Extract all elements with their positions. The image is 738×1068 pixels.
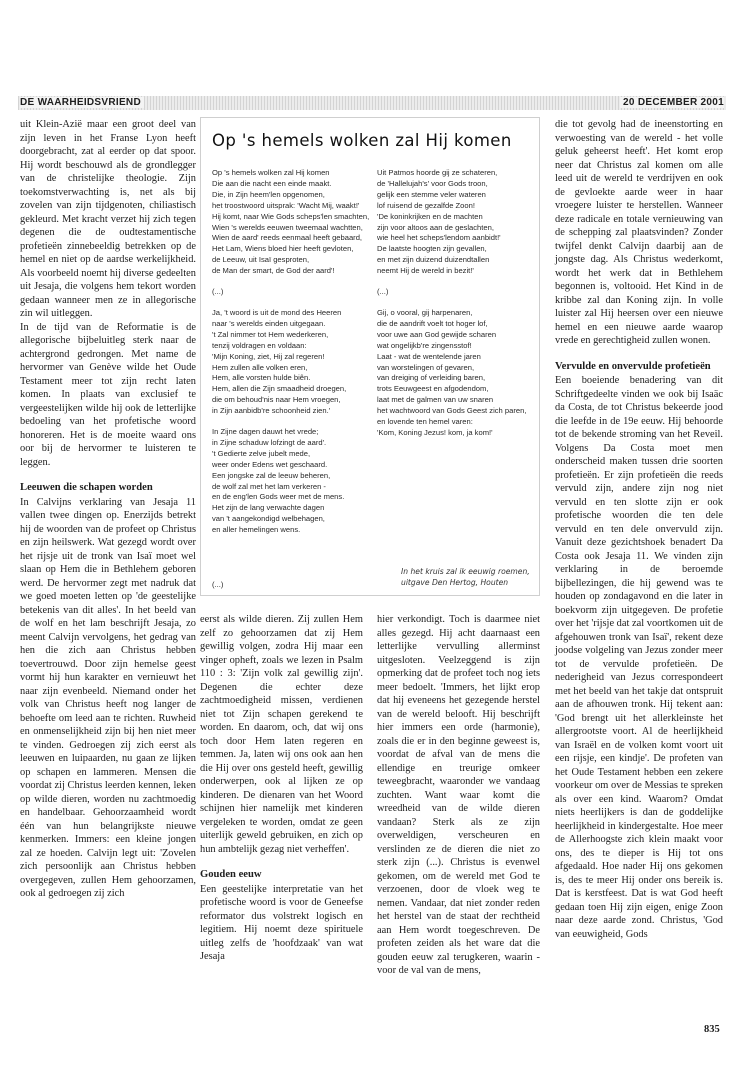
poem-line: Die, in Zijn heem'len opgenomen, [212,189,325,199]
poem-line: Gij, o vooral, gij harpenaren, [377,307,473,317]
paragraph: hier verkondigt. Toch is daarmee niet alles gezegd. Hij acht daarnaast een letterlijke vervulling allerminst uitgesloten. Veelzeggend is zijn opmerking dat de profeet toch nog iets meer bedoelt. 'Immers, het lijkt erop dat hij eveneens het gezegende herstel van de wereld belooft. Hij beschrijft hier immers een orde (harmonie), zoals die er in den beginne geweest is, voordat de afval van de mens die ellendige en treurige omkeer teweegbracht, waaronder we vandaag zuchten. Want waar komt die wreedheid van de wilde dieren vandaan? Sterk als ze zijn overweldigen, verscheuren en verslinden ze de dieren die niet zo sterk zijn (...). Christus is evenwel gekomen, om de wereld met God te verzoenen, door de vloek weg te nemen. Vandaar, dat niet zonder reden het herstel van de staat der rechtheid aan Hem wordt toegeschreven. De profeten zeiden als het ware dat die gouden eeuw zal terugkeren, waarin - voor de val van de mens, [377,614,540,976]
poem-line: neemt Hij de wereld in bezit!' [377,266,474,276]
section-heading: Vervulde en onvervulde profetieën [555,360,711,372]
stanza-gap [212,417,377,427]
poem-credit [401,566,530,588]
poem-line: zijn voor altoos aan de geslachten, [377,222,494,232]
poem-line: tenzij voldragen en voldaan: [212,340,307,350]
poem-line: wat ongelijkb're zingensstof! [377,340,472,350]
poem-line: in Zijne schaduw lofzingt de aard'. [212,437,327,447]
poem-line: van 't aangekondigd welbehagen, [212,514,325,524]
poem-line: die de aandrift voelt tot hoger lof, [377,318,488,328]
poem-line: Hij komt, naar Wie Gods scheps'len smachten, [212,211,370,221]
poem-line: gelijk een stemme veler wateren [377,189,486,199]
poem-line: Wien 's werelds eeuwen tweemaal wachtten, [212,222,363,232]
poem-line: De laatste hoogten zijn gevallen, [377,244,487,254]
poem-line: 't Gedierte zelve jubelt mede, [212,448,311,458]
poem-line: 't Zal nimmer tot Hem wederkeren, [212,329,329,339]
poem-line: en lovende ten hemel varen: [377,417,473,427]
section-heading: Leeuwen die schapen worden [20,482,153,493]
poem-line: Die aan die nacht een einde maakt. [212,178,332,188]
paragraph: die tot gevolg had de ineenstorting en verwoesting van de wereld - het volle geluk geheerst heeft'. Het komt erop neer dat Christus zal komen om alle leed uit de wereld te verdrijven en ook de gevloekte aarde weer in haar vroegere luister te herstellen. Wanneer deze radicale en totale vernieuwing van de schepping zal plaatsvinden? Zonder twijfel denkt Calvijn daarbij aan de jongste dag. Als Christus wederkomt, wordt het werk dat in Bethlehem begonnen is, voltooid. Het Kind in de kribbe zal dan Koning zijn. In volle luister zal Hij heersen over een nieuwe hemel en een nieuwe aarde waarop vrede en gerechtigheid zullen wonen. [555,119,723,346]
poem-line: Op 's hemels wolken zal Hij komen [212,168,330,177]
stanza-gap [212,277,377,287]
poem-line: 'Kom, Koning Jezus! kom, ja kom!' [377,427,493,437]
poem-line: en aller hemelingen wens. [212,525,301,535]
poem-line: Hem, allen die Zijn smaadheid droegen, [212,384,347,394]
poem-line: het troostwoord uitsprak: 'Wacht Mij, waakt!' [212,200,360,210]
poem-line: het wachtwoord van Gods Geest zich paren, [377,406,527,416]
poem-line: Een jongske zal de leeuw beheren, [212,470,331,480]
paragraph: Een boeiende benadering van dit Schriftgedeelte vinden we ook bij Isaäc da Costa, de tot Christus bekeerde jood die leefde in de 19e eeuw. Hij behoorde tot de bekende stroming van het Reveil. Volgens Da Costa moet men onderscheid maken tussen drie soorten profetieën. Er zijn profetieën die reeds vervuld zijn, andere zijn nog niet vervuld en ten slotte zijn er ook profetische woorden die ten dele vervuld en ten dele onvervuld zijn. Vanuit deze gezichtshoek benadert Da Costa ook Jesaja 11. We vinden zijn verklaring in de beroemde bijbellezingen, die hij gewend was te houden op zondagavond en die later in boekvorm zijn uitgegeven. De profetie over het 'rijsje dat zal voortkomen uit de afgehouwen tronk van Isaï', rekent deze joodse volgeling van Jezus zonder meer tot de vervulde profetieën. De nederigheid van Jezus correspondeert met het beeld van het takje dat ontspruit aan de afhouwen tronk. Hij tekent aan: 'God brengt uit het allerkleinste het allergrootste voort. Al de heerlijkheid van Israël en de volken komt voort uit een rijsje, een kindje'. De profeten van het Oude Testament hebben een zekere voorkeur om over de Messias te spreken als over een kind. Waarom? Omdat niets heerlijkers is dan de goddelijke heerlijkheid in kindergestalte. Hoe meer de Allerhoogste zich klein maakt voor ons, des te dieper is Hij tot ons afgedaald. Hoe nader Hij ons gekomen is, des te meer Hij onder ons bereik is. Dat is kerstfeest. Dat is wat God heeft gedaan toen Hij zijn eigen, enige Zoon naar deze aarde zond. Christus, 'God van eeuwigheid, Gods [555,375,723,940]
poem-line: laat met de galmen van uw snaren [377,395,494,405]
poem-line: en met zijn duizend duizendtallen [377,255,490,265]
poem-line: In Zijne dagen dauwt het vrede; [212,427,319,437]
stanza-gap [377,277,537,287]
poem-line: voor uwe aan God gewijde scharen [377,329,497,339]
issue-date: 20 DECEMBER 2001 [620,97,724,108]
poem-line: Uit Patmos hoorde gij ze schateren, [377,168,498,177]
credit-source: In het kruis zal ik eeuwig roemen, [401,567,530,576]
poem-line: trots Eeuwgeest en afgodendom, [377,384,489,394]
poem-ellipsis: (...) [212,580,224,589]
poem-column-right [377,168,537,439]
paragraph: Een geestelijke interpretatie van het profetische woord is voor de Geneefse reformator dus volstrekt logisch en legitiem. Hij noemt deze spirituele uitleg zelfs de 'hoofdzaak' van wat Jesaja [200,883,363,962]
poem-line: Laat - wat de wentelende jaren [377,351,481,361]
poem-line: 'Mijn Koning, ziet, Hij zal regeren! [212,351,325,361]
poem-line: en de eng'len Gods weer met de mens. [212,492,345,502]
poem-line: naar 's werelds einden uitgegaan. [212,318,326,328]
poem-line: die om behoud'nis naar Hem vroegen, [212,395,341,405]
poem-line: weer onder Edens wet geschaard. [212,459,328,469]
poem-line: van dreiging of verleiding baren, [377,373,486,383]
poem-line: de Leeuw, uit Isaï gesproten, [212,255,310,265]
poem-line: Het Lam, Wiens bloed hier heeft gevloten, [212,244,354,254]
poem-line: Ja, 't woord is uit de mond des Heeren [212,307,342,317]
poem-line: (...) [377,287,389,297]
poem-line: Wien de aard' reeds eenmaal heeft gebaard, [212,233,363,243]
poem-line: Hem, alle vorsten hulde biên. [212,373,311,383]
poem-line: lof ruisend de gezalfde Zoon! [377,200,475,210]
article-column-left [20,118,196,901]
paragraph: eerst als wilde dieren. Zij zullen Hem zelf zo gehoorzamen dat zij Hem gewillig volgen, zodra Hij maar een vinger opheft, zoals we lezen in Psalm 110 : 3: 'Zijn volk zal gewillig zijn'. Degenen die echter deze zachtmoedigheid missen, verdienen niet tot Zijn schapen gerekend te worden. En daarom, och, dat wij ons toch door Hem laten regeren en temmen. Ja, laten wij ons ook aan hen die Hij over ons gesteld heeft, gewillig onderwerpen, ook al lijken ze op kinderen. De dienaren van het Woord schijnen hier namelijk met kinderen vergeleken te worden, omdat ze geen uiterlijk geweld gebruiken, en zich op hun ambtelijk gezag niet verheffen'. [200,614,363,855]
paragraph: uit Klein-Azië maar een groot deel van zijn leven in het Franse Lyon heeft doorgebracht, zat al eerder op dat spoor. Hij wordt beschouwd als de grondlegger van de christelijke theologie. Zijn toekomstverwachting is, net als bij zovelen van zijn tijdgenoten, chiliastisch gekleurd. Met kracht verzet hij zich tegen degenen die de oudtestamentische profetieën zinnebeeldig betrekken op de hemel en niet op de aardse werkelijkheid. Als voorbeeld noemt hij diverse gedeelten uit Jesaja, die volgens hem tekort worden gedaan wanneer men ze in allegorische zin wil uitleggen. [20,119,196,319]
section-heading: Gouden eeuw [200,869,262,880]
paragraph: In de tijd van de Reformatie is de allegorische bijbeluitleg sterk naar de achtergrond gedrongen. Met name de hervormer van Genève wilde het Oude Testament meer tot zijn recht laten komen. In plaats van exclusief te vergeestelijken wilde hij ook de letterlijke bedoeling van het profetische woord honoreren. Het is de moeite waard ons oor bij de hervormer te luisteren te leggen. [20,321,196,468]
poem-line: de 'Hallelujah's' voor Gods troon, [377,178,488,188]
page-number: 835 [704,1024,720,1035]
article-column-mid-1 [200,613,363,964]
poem-line: van worstelingen of gevaren, [377,362,475,372]
poem-line: in Zijn aanbidb're schoonheid zien.' [212,406,331,416]
poem-line: wie heel het scheps'lendom aanbidt!' [377,233,501,243]
paragraph: In Calvijns verklaring van Jesaja 11 vallen twee dingen op. Enerzijds betrekt hij de woorden van de profeet op Christus en zijn heilswerk. Wat gezegd wordt over het rijsje uit de tronk van Isaï moet wel slaan op Hem die in Bethlehem geboren werd. De hervormer zegt met nadruk dat we goed moeten letten op 'de geestelijke betekenis van dit alles'. In het beeld van de wolf en het lam beschrijft Jesaja, zo meent Calvijn vervolgens, het gedrag van hen die zich aan Christus hebben toevertrouwd. Door zijn hemelse geest vormt hij hun karakter en vernieuwt het naar zijn evenbeeld. Niemand onder het volk van Christus heeft nog langer de behoefte om leed aan te richten. Ruwheid en onmenselijkheid zijn bij hen niet meer te vinden. Gedroegen zij zich eerst als leeuwen en luipaarden, nu gaan ze lijken op schapen en lammeren. Mensen die voordat zij Christus leerden kennen, leken op wilde dieren, worden nu zachtmoedig en handelbaar. Gehoorzaamheid wordt één van hun belangrijkste nieuwe kenmerken. Immers: een kleine jongen zal ze hoeden. Calvijn legt uit: 'Zovelen zich persoonlijk aan Christus hebben overgegeven, zullen Hem gehoorzamen, ook al gedroegen zij zich [20,496,196,899]
poem-line: (...) [212,287,224,297]
magazine-title: DE WAARHEIDSVRIEND [20,97,144,108]
poem-line: 'De koninkrijken en de machten [377,211,483,221]
poem-line: Het zijn de lang verwachte dagen [212,503,325,513]
credit-publisher: uitgave Den Hertog, Houten [401,578,509,587]
article-column-right [555,118,723,941]
poem-line: de Man der smart, de God der aard'! [212,266,335,276]
stanza-gap [377,298,537,308]
poem-line: Hem zullen alle volken eren, [212,362,308,372]
poem-line: de wolf zal met het lam verkeren - [212,481,326,491]
article-column-mid-2 [377,613,540,978]
poem-title: Op 's hemels wolken zal Hij komen [212,131,512,150]
stanza-gap [212,298,377,308]
poem-column-left [212,168,377,536]
